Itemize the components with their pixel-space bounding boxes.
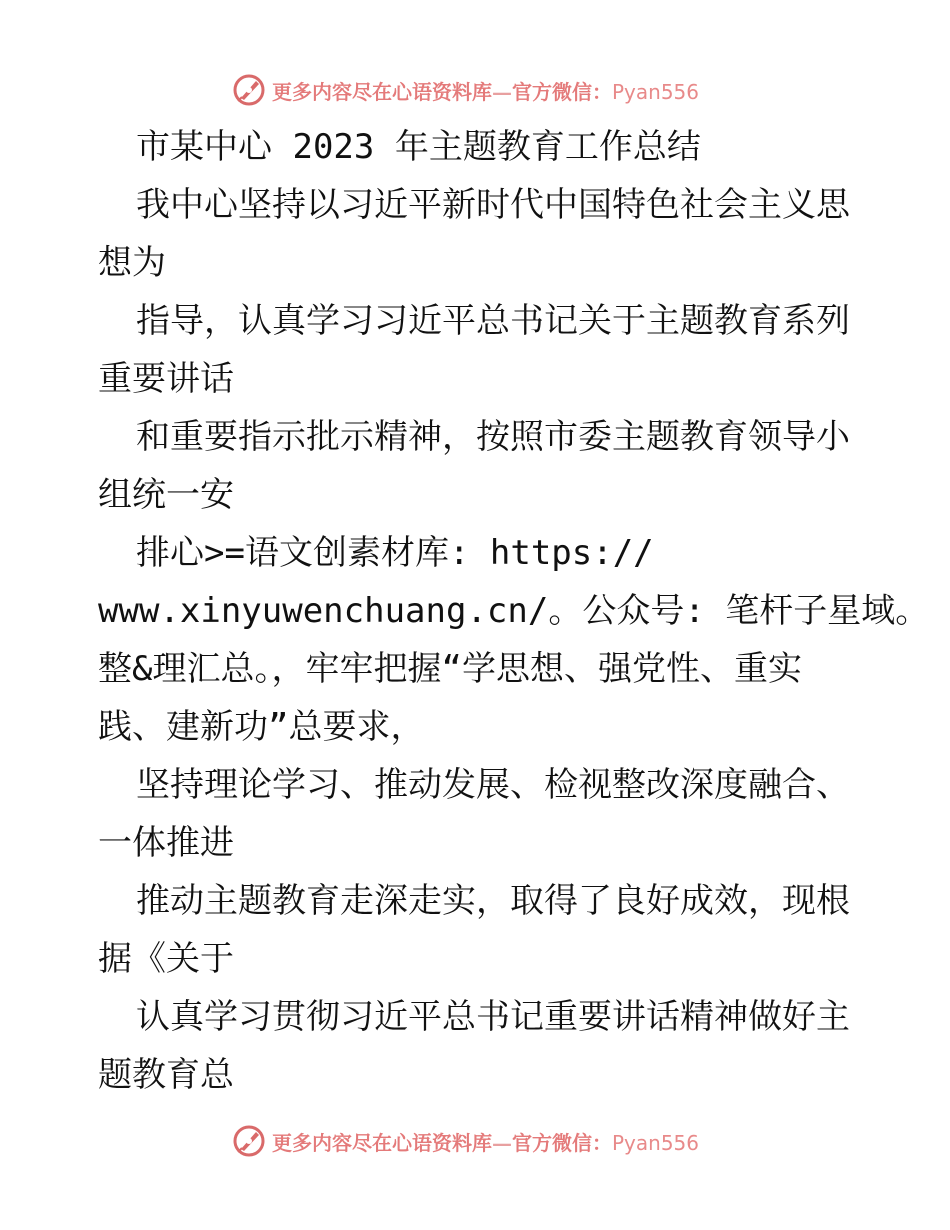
banner-dash: — [492,79,512,104]
text-line: 想为 [98,243,166,283]
document-title: 市某中心 2023 年主题教育工作总结 [136,127,701,167]
banner-label [272,76,699,105]
text-line: 认真学习贯彻习近平总书记重要讲话精神做好主 [136,997,850,1037]
banner-dash: — [492,1130,512,1155]
text-line: 排心>=语文创素材库: https:// [136,533,654,573]
header-banner [232,70,712,110]
banner-label [272,1127,699,1156]
text-line: 坚持理论学习、推动发展、检视整改深度融合、 [136,765,850,805]
text-line: 组统一安 [98,475,234,515]
text-line: 践、建新功”总要求， [98,707,425,747]
site-name: 更多内容尽在心语资料库 [272,1130,492,1155]
text-line: 重要讲话 [98,359,234,399]
text-line: 一体推进 [98,823,234,863]
text-line: 我中心坚持以习近平新时代中国特色社会主义思 [136,185,850,225]
text-line: 指导，认真学习习近平总书记关于主题教育系列 [136,301,850,341]
text-line: 整&理汇总。，牢牢把握“学思想、强党性、重实 [98,649,802,689]
text-line: 推动主题教育走深走实，取得了良好成效，现根 [136,881,850,921]
quill-seal-icon [232,1124,266,1158]
wechat-label: 官方微信： [512,79,612,104]
text-line: 题教育总 [98,1055,234,1095]
footer-banner [232,1121,712,1161]
wechat-id: Pyan556 [612,79,700,104]
text-line: 据《关于 [98,939,234,979]
document-body [98,118,930,1104]
wechat-label: 官方微信： [512,1130,612,1155]
text-line: 和重要指示批示精神，按照市委主题教育领导小 [136,417,850,457]
wechat-id: Pyan556 [612,1130,700,1155]
text-line: www.xinyuwenchuang.cn/。公众号: 笔杆子星域。 [98,591,930,631]
site-name: 更多内容尽在心语资料库 [272,79,492,104]
quill-seal-icon [232,73,266,107]
